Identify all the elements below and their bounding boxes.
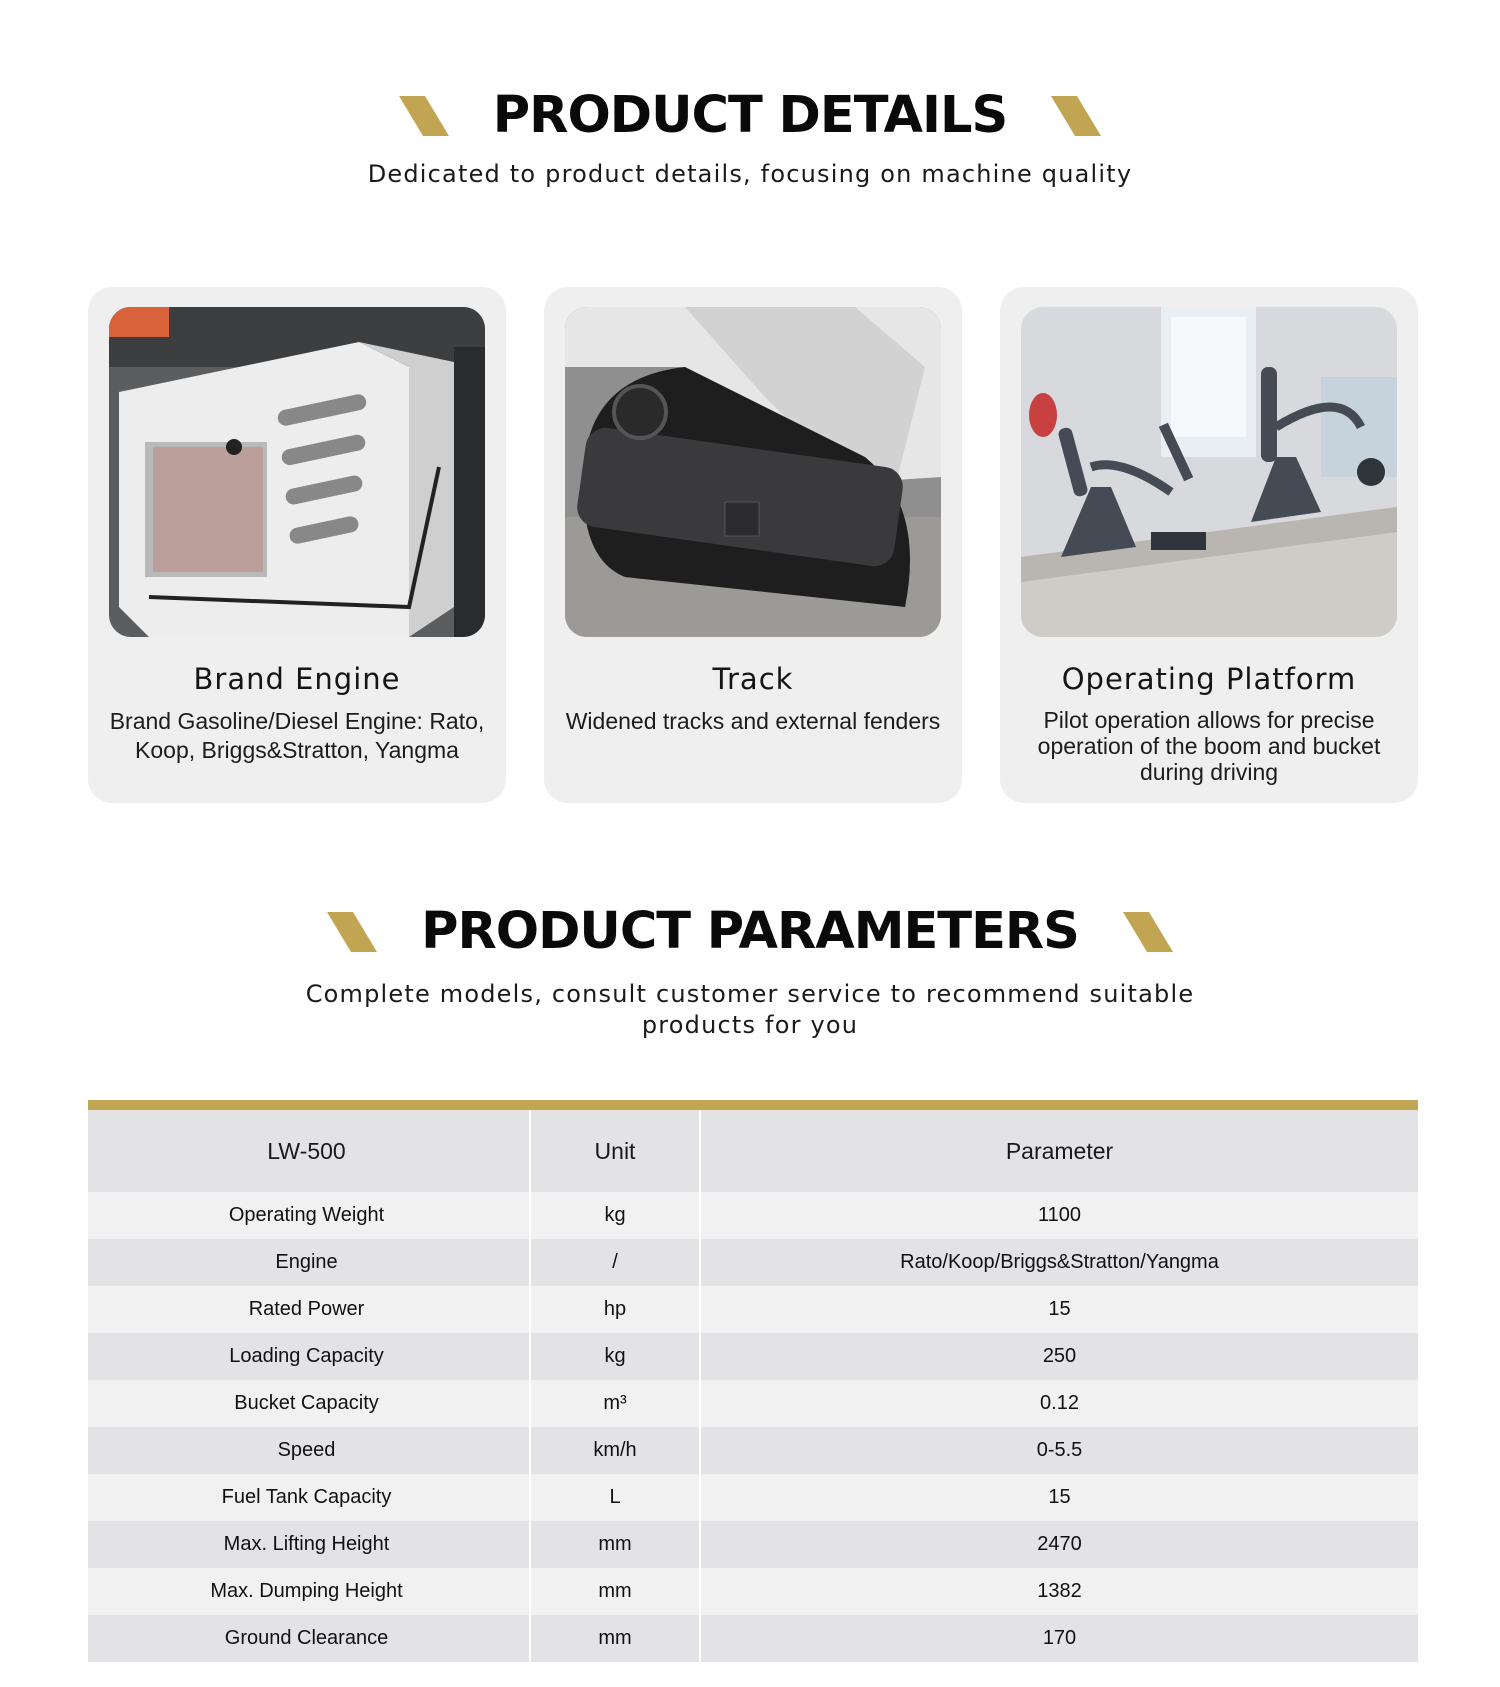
feature-card-platform xyxy=(1000,287,1418,803)
cell-name: Fuel Tank Capacity xyxy=(88,1474,530,1521)
cell-value: 250 xyxy=(700,1333,1418,1380)
header-unit: Unit xyxy=(530,1105,700,1192)
card-description: Brand Gasoline/Diesel Engine: Rato, Koop, Briggs&Stratton, Yangma xyxy=(109,708,485,763)
cell-name: Max. Dumping Height xyxy=(88,1568,530,1615)
engine-photo xyxy=(109,307,485,637)
table-row xyxy=(88,1568,1418,1615)
details-title: PRODUCT DETAILS xyxy=(492,86,1008,145)
table-row xyxy=(88,1333,1418,1380)
cell-value: 15 xyxy=(700,1474,1418,1521)
details-header xyxy=(0,86,1500,190)
table-row xyxy=(88,1286,1418,1333)
header-model: LW-500 xyxy=(88,1105,530,1192)
table-body xyxy=(88,1192,1418,1662)
cell-unit: mm xyxy=(530,1568,700,1615)
slash-decoration-icon xyxy=(1123,912,1173,952)
cell-unit: hp xyxy=(530,1286,700,1333)
cell-name: Bucket Capacity xyxy=(88,1380,530,1427)
slash-decoration-icon xyxy=(1051,96,1101,136)
cell-value: 1100 xyxy=(700,1192,1418,1239)
cell-name: Rated Power xyxy=(88,1286,530,1333)
cell-value: 2470 xyxy=(700,1521,1418,1568)
cell-unit: kg xyxy=(530,1192,700,1239)
cell-name: Loading Capacity xyxy=(88,1333,530,1380)
cell-unit: / xyxy=(530,1239,700,1286)
slash-decoration-icon xyxy=(327,912,377,952)
cell-unit: km/h xyxy=(530,1427,700,1474)
table-row xyxy=(88,1615,1418,1662)
cell-unit: L xyxy=(530,1474,700,1521)
table-row xyxy=(88,1380,1418,1427)
parameters-subtitle xyxy=(0,979,1500,1041)
feature-card-engine xyxy=(88,287,506,803)
cell-unit: m³ xyxy=(530,1380,700,1427)
parameters-table xyxy=(88,1100,1418,1662)
card-title: Operating Platform xyxy=(1061,662,1357,696)
table-header-row xyxy=(88,1105,1418,1192)
feature-card-track xyxy=(544,287,962,803)
slash-decoration-icon xyxy=(399,96,449,136)
cell-unit: mm xyxy=(530,1521,700,1568)
cell-value: 0.12 xyxy=(700,1380,1418,1427)
parameters-subtitle-line: Complete models, consult customer service to recommend suitable xyxy=(305,980,1195,1008)
parameters-title: PRODUCT PARAMETERS xyxy=(421,902,1079,961)
parameters-subtitle-line: products for you xyxy=(641,1011,859,1039)
cell-unit: mm xyxy=(530,1615,700,1662)
cell-value: 170 xyxy=(700,1615,1418,1662)
card-title: Brand Engine xyxy=(193,662,401,696)
cell-value: 0-5.5 xyxy=(700,1427,1418,1474)
table-row xyxy=(88,1192,1418,1239)
header-parameter: Parameter xyxy=(700,1105,1418,1192)
track-photo xyxy=(565,307,941,637)
table-row xyxy=(88,1239,1418,1286)
cell-unit: kg xyxy=(530,1333,700,1380)
card-title: Track xyxy=(712,662,794,696)
table-row xyxy=(88,1427,1418,1474)
cell-name: Operating Weight xyxy=(88,1192,530,1239)
card-description: Pilot operation allows for precise operation of the boom and bucket during driving xyxy=(1037,707,1381,785)
cell-value: 1382 xyxy=(700,1568,1418,1615)
table-row xyxy=(88,1521,1418,1568)
details-subtitle: Dedicated to product details, focusing on machine quality xyxy=(367,160,1133,188)
cell-value: Rato/Koop/Briggs&Stratton/Yangma xyxy=(700,1239,1418,1286)
cell-name: Max. Lifting Height xyxy=(88,1521,530,1568)
parameters-header xyxy=(0,902,1500,1041)
platform-photo xyxy=(1021,307,1397,637)
cell-name: Speed xyxy=(88,1427,530,1474)
feature-cards xyxy=(88,287,1418,803)
cell-name: Ground Clearance xyxy=(88,1615,530,1662)
cell-name: Engine xyxy=(88,1239,530,1286)
card-description: Widened tracks and external fenders xyxy=(565,708,941,734)
table-row xyxy=(88,1474,1418,1521)
cell-value: 15 xyxy=(700,1286,1418,1333)
